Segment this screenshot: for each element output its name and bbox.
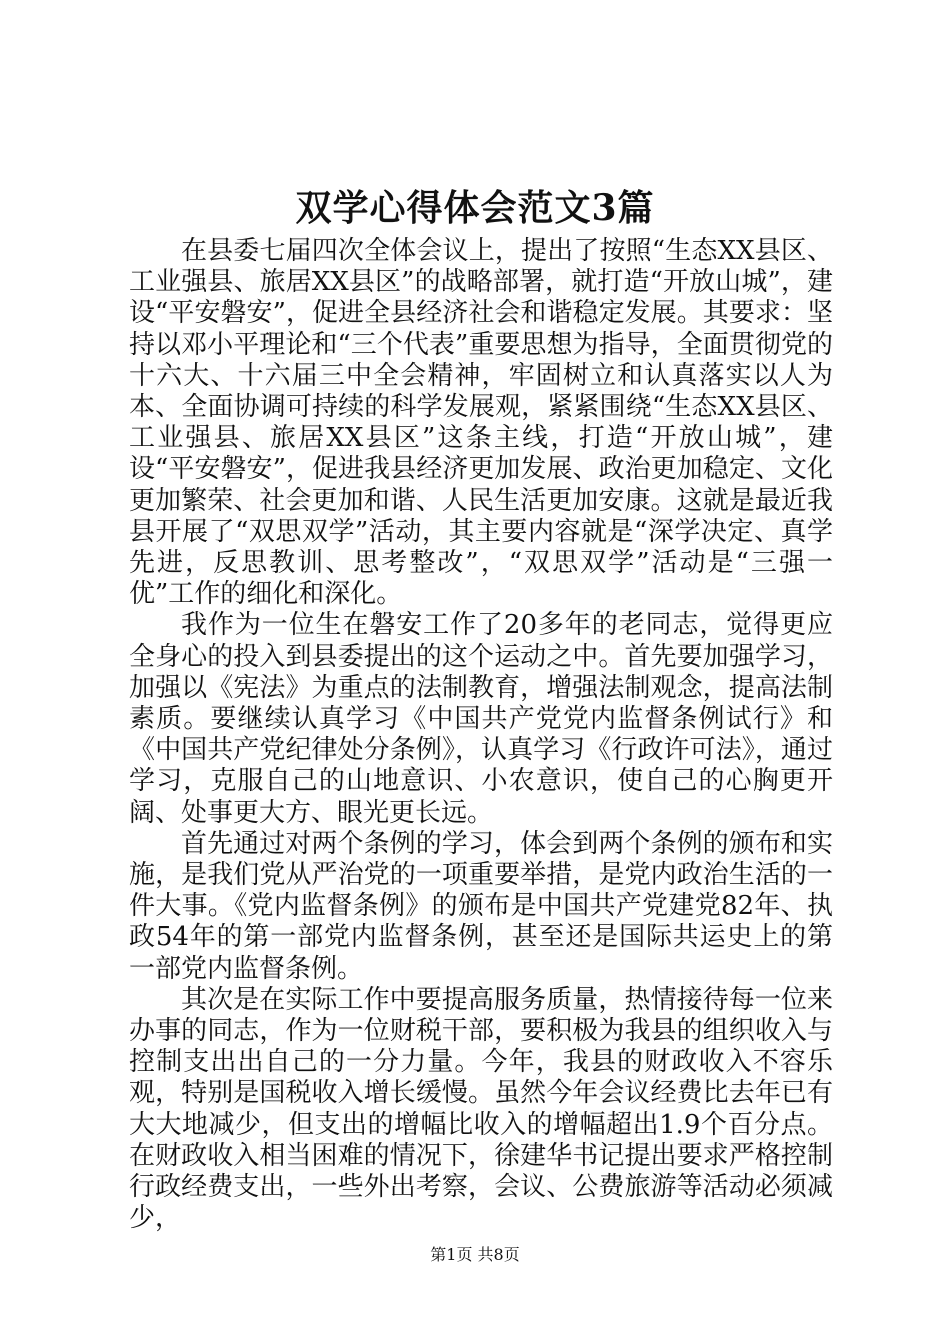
document-body: [129, 236, 833, 1235]
paragraph: 我作为一位生在磐安工作了20多年的老同志，觉得更应全身心的投入到县委提出的这个运动之中。首先要加强学习，加强以《宪法》为重点的法制教育，增强法制观念，提高法制素质。要继续认真学习《中国共产党党内监督条例试行》和《中国共产党纪律处分条例》，认真学习《行政许可法》，通过学习，克服自己的山地意识、小农意识，使自己的心胸更开阔、处事更大方、眼光更长远。: [129, 610, 833, 828]
document-title: 双学心得体会范文3篇: [295, 187, 655, 229]
paragraph: 首先通过对两个条例的学习，体会到两个条例的颁布和实施，是我们党从严治党的一项重要举措，是党内政治生活的一件大事。《党内监督条例》的颁布是中国共产党建党82年、执政54年的第一部党内监督条例，甚至还是国际共运史上的第一部党内监督条例。: [129, 828, 833, 984]
page-footer: 第1页 共8页: [430, 1245, 520, 1264]
paragraph: 其次是在实际工作中要提高服务质量，热情接待每一位来办事的同志，作为一位财税干部，要积极为我县的组织收入与控制支出出自己的一分力量。今年，我县的财政收入不容乐观，特别是国税收入增长缓慢。虽然今年会议经费比去年已有大大地减少，但支出的增幅比收入的增幅超出1.9个百分点。在财政收入相当困难的情况下，徐建华书记提出要求严格控制行政经费支出，一些外出考察，会议、公费旅游等活动必须减少，: [129, 984, 833, 1234]
paragraph: 在县委七届四次全体会议上，提出了按照“生态XX县区、工业强县、旅居XX县区”的战略部署，就打造“开放山城”，建设“平安磐安”，促进全县经济社会和谐稳定发展。其要求：坚持以邓小平理论和“三个代表”重要思想为指导，全面贯彻党的十六大、十六届三中全会精神，牢固树立和认真落实以人为本、全面协调可持续的科学发展观，紧紧围绕“生态XX县区、工业强县、旅居XX县区”这条主线，打造“开放山城”，建设“平安磐安”，促进我县经济更加发展、政治更加稳定、文化更加繁荣、社会更加和谐、人民生活更加安康。这就是最近我县开展了“双思双学”活动，其主要内容就是“深学决定、真学先进，反思教训、思考整改”，“双思双学”活动是“三强一优”工作的细化和深化。: [129, 236, 833, 610]
